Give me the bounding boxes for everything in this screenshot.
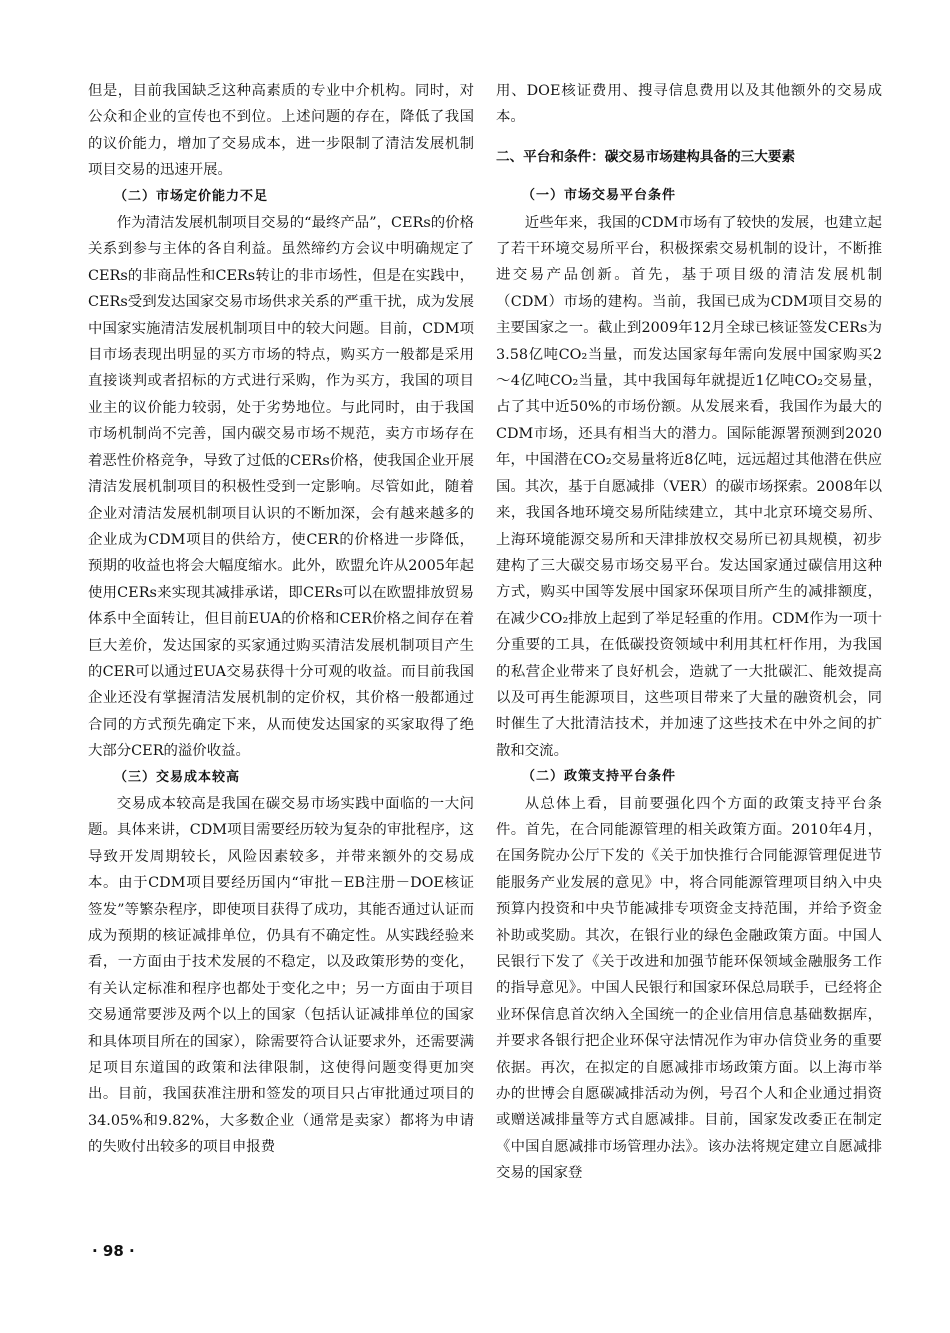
page-number: · 98 · — [92, 1242, 135, 1260]
right-column — [496, 78, 882, 1187]
subsection-heading: （二）市场定价能力不足 — [114, 188, 269, 204]
paragraph: 但是，目前我国缺乏这种高素质的专业中介机构。同时，对公众和企业的宣传也不到位。上述问题的存在，降低了我国的议价能力，增加了交易成本，进一步限制了清洁发展机制项目交易的迅速开展。 — [88, 83, 474, 179]
paragraph: 作为清洁发展机制项目交易的“最终产品”，CERs的价格关系到参与主体的各自利益。虽然缔约方会议中明确规定了CERs的非商品性和CERs转让的非市场性，但是在实践中，CERs受到发达国家交易市场供求关系的严重干扰，成为发展中国家实施清洁发展机制项目中的较大问题。目前，CDM项目市场表现出明显的买方市场的特点，购买方一般都是采用直接谈判或者招标的方式进行采购，作为买方，我国的项目业主的议价能力较弱，处于劣势地位。与此同时，由于我国市场机制尚不完善，国内碳交易市场不规范，卖方市场存在着恶性价格竞争，导致了过低的CERs价格，使我国企业开展清洁发展机制项目的积极性受到一定影响。尽管如此，随着企业对清洁发展机制项目认识的不断加深，会有越来越多的企业成为CDM项目的供给方，使CER的价格进一步降低，预期的收益也将会大幅度缩水。此外，欧盟允许从2005年起使用CERs来实现其减排承诺，即CERs可以在欧盟排放贸易体系中全面转让，但目前EUA的价格和CER价格之间存在着巨大差价，发达国家的买家通过购买清洁发展机制项目产生的CER可以通过EUA交易获得十分可观的收益。而目前我国企业还没有掌握清洁发展机制的定价权，其价格一般都通过合同的方式预先确定下来，从而使发达国家的买家取得了绝大部分CER的溢价收益。 — [88, 215, 474, 760]
subsection-heading: （二）政策支持平台条件 — [522, 769, 677, 785]
subsection-heading: （一）市场交易平台条件 — [522, 188, 677, 204]
paragraph: 从总体上看，目前要强化四个方面的政策支持平台条件。首先，在合同能源管理的相关政策方面。2010年4月，在国务院办公厅下发的《关于加快推行合同能源管理促进节能服务产业发展的意见》中，将合同能源管理项目纳入中央预算内投资和中央节能减排专项资金支持范围，并给予资金补助或奖励。其次，在银行业的绿色金融政策方面。中国人民银行下发了《关于改进和加强节能环保领域金融服务工作的指导意见》。中国人民银行和国家环保总局联手，已经将企业环保信息首次纳入全国统一的企业信用信息基础数据库，并要求各银行把企业环保守法情况作为审办信贷业务的重要依据。再次，在拟定的自愿减排市场政策方面。以上海市举办的世博会自愿碳减排活动为例，号召个人和企业通过捐资或赠送减排量等方式自愿减排。目前，国家发改委正在制定《中国自愿减排市场管理办法》。该办法将规定建立自愿减排交易的国家登 — [496, 795, 882, 1182]
left-column — [88, 78, 474, 1161]
section-heading: 二、平台和条件：碳交易市场建构具备的三大要素 — [496, 148, 796, 165]
paragraph: 用、DOE核证费用、搜寻信息费用以及其他额外的交易成本。 — [496, 83, 882, 126]
subsection-heading: （三）交易成本较高 — [114, 769, 241, 785]
paragraph: 近些年来，我国的CDM市场有了较快的发展，也建立起了若干环境交易所平台，积极探索交易机制的设计，不断推进交易产品创新。首先，基于项目级的清洁发展机制（CDM）市场的建构。当前，我国已成为CDM项目交易的主要国家之一。截止到2009年12月全球已核证签发CERs为3.58亿吨CO₂当量，而发达国家每年需向发展中国家购买2～4亿吨CO₂当量，其中我国每年就提近1亿吨CO₂交易量，占了其中近50%的市场份额。从发展来看，我国作为最大的CDM市场，还具有相当大的潜力。国际能源署预测到2020年，中国潜在CO₂交易量将近8亿吨，远远超过其他潜在供应国。其次，基于自愿减排（VER）的碳市场探索。2008年以来，我国各地环境交易所陆续建立，其中北京环境交易所、上海环境能源交易所和天津排放权交易所已初具规模，初步建构了三大碳交易市场交易平台。发达国家通过碳信用这种方式，购买中国等发展中国家环保项目所产生的减排额度，在减少CO₂排放上起到了举足轻重的作用。CDM作为一项十分重要的工具，在低碳投资领域中利用其杠杆作用，为我国的私营企业带来了良好机会，造就了一大批碳汇、能效提高以及可再生能源项目，这些项目带来了大量的融资机会，同时催生了大批清洁技术，并加速了这些技术在中外之间的扩散和交流。 — [496, 214, 882, 759]
paragraph: 交易成本较高是我国在碳交易市场实践中面临的一大问题。具体来讲，CDM项目需要经历较为复杂的审批程序，这导致开发周期较长，风险因素较多，并带来额外的交易成本。由于CDM项目要经历国内“审批－EB注册－DOE核证签发”等繁杂程序，即使项目获得了成功，其能否通过认证而成为预期的核证减排单位，仍具有不确定性。从实践经验来看，一方面由于技术发展的不稳定，以及政策形势的变化，有关认定标准和程序也都处于变化之中；另一方面由于项目交易通常要涉及两个以上的国家（包括认证减排单位的国家和具体项目所在的国家），除需要符合认证要求外，还需要满足项目东道国的政策和法律限制，这使得问题变得更加突出。目前，我国获准注册和签发的项目只占审批通过项目的34.05%和9.82%，大多数企业（通常是卖家）都将为申请的失败付出较多的项目申报费 — [88, 795, 474, 1156]
